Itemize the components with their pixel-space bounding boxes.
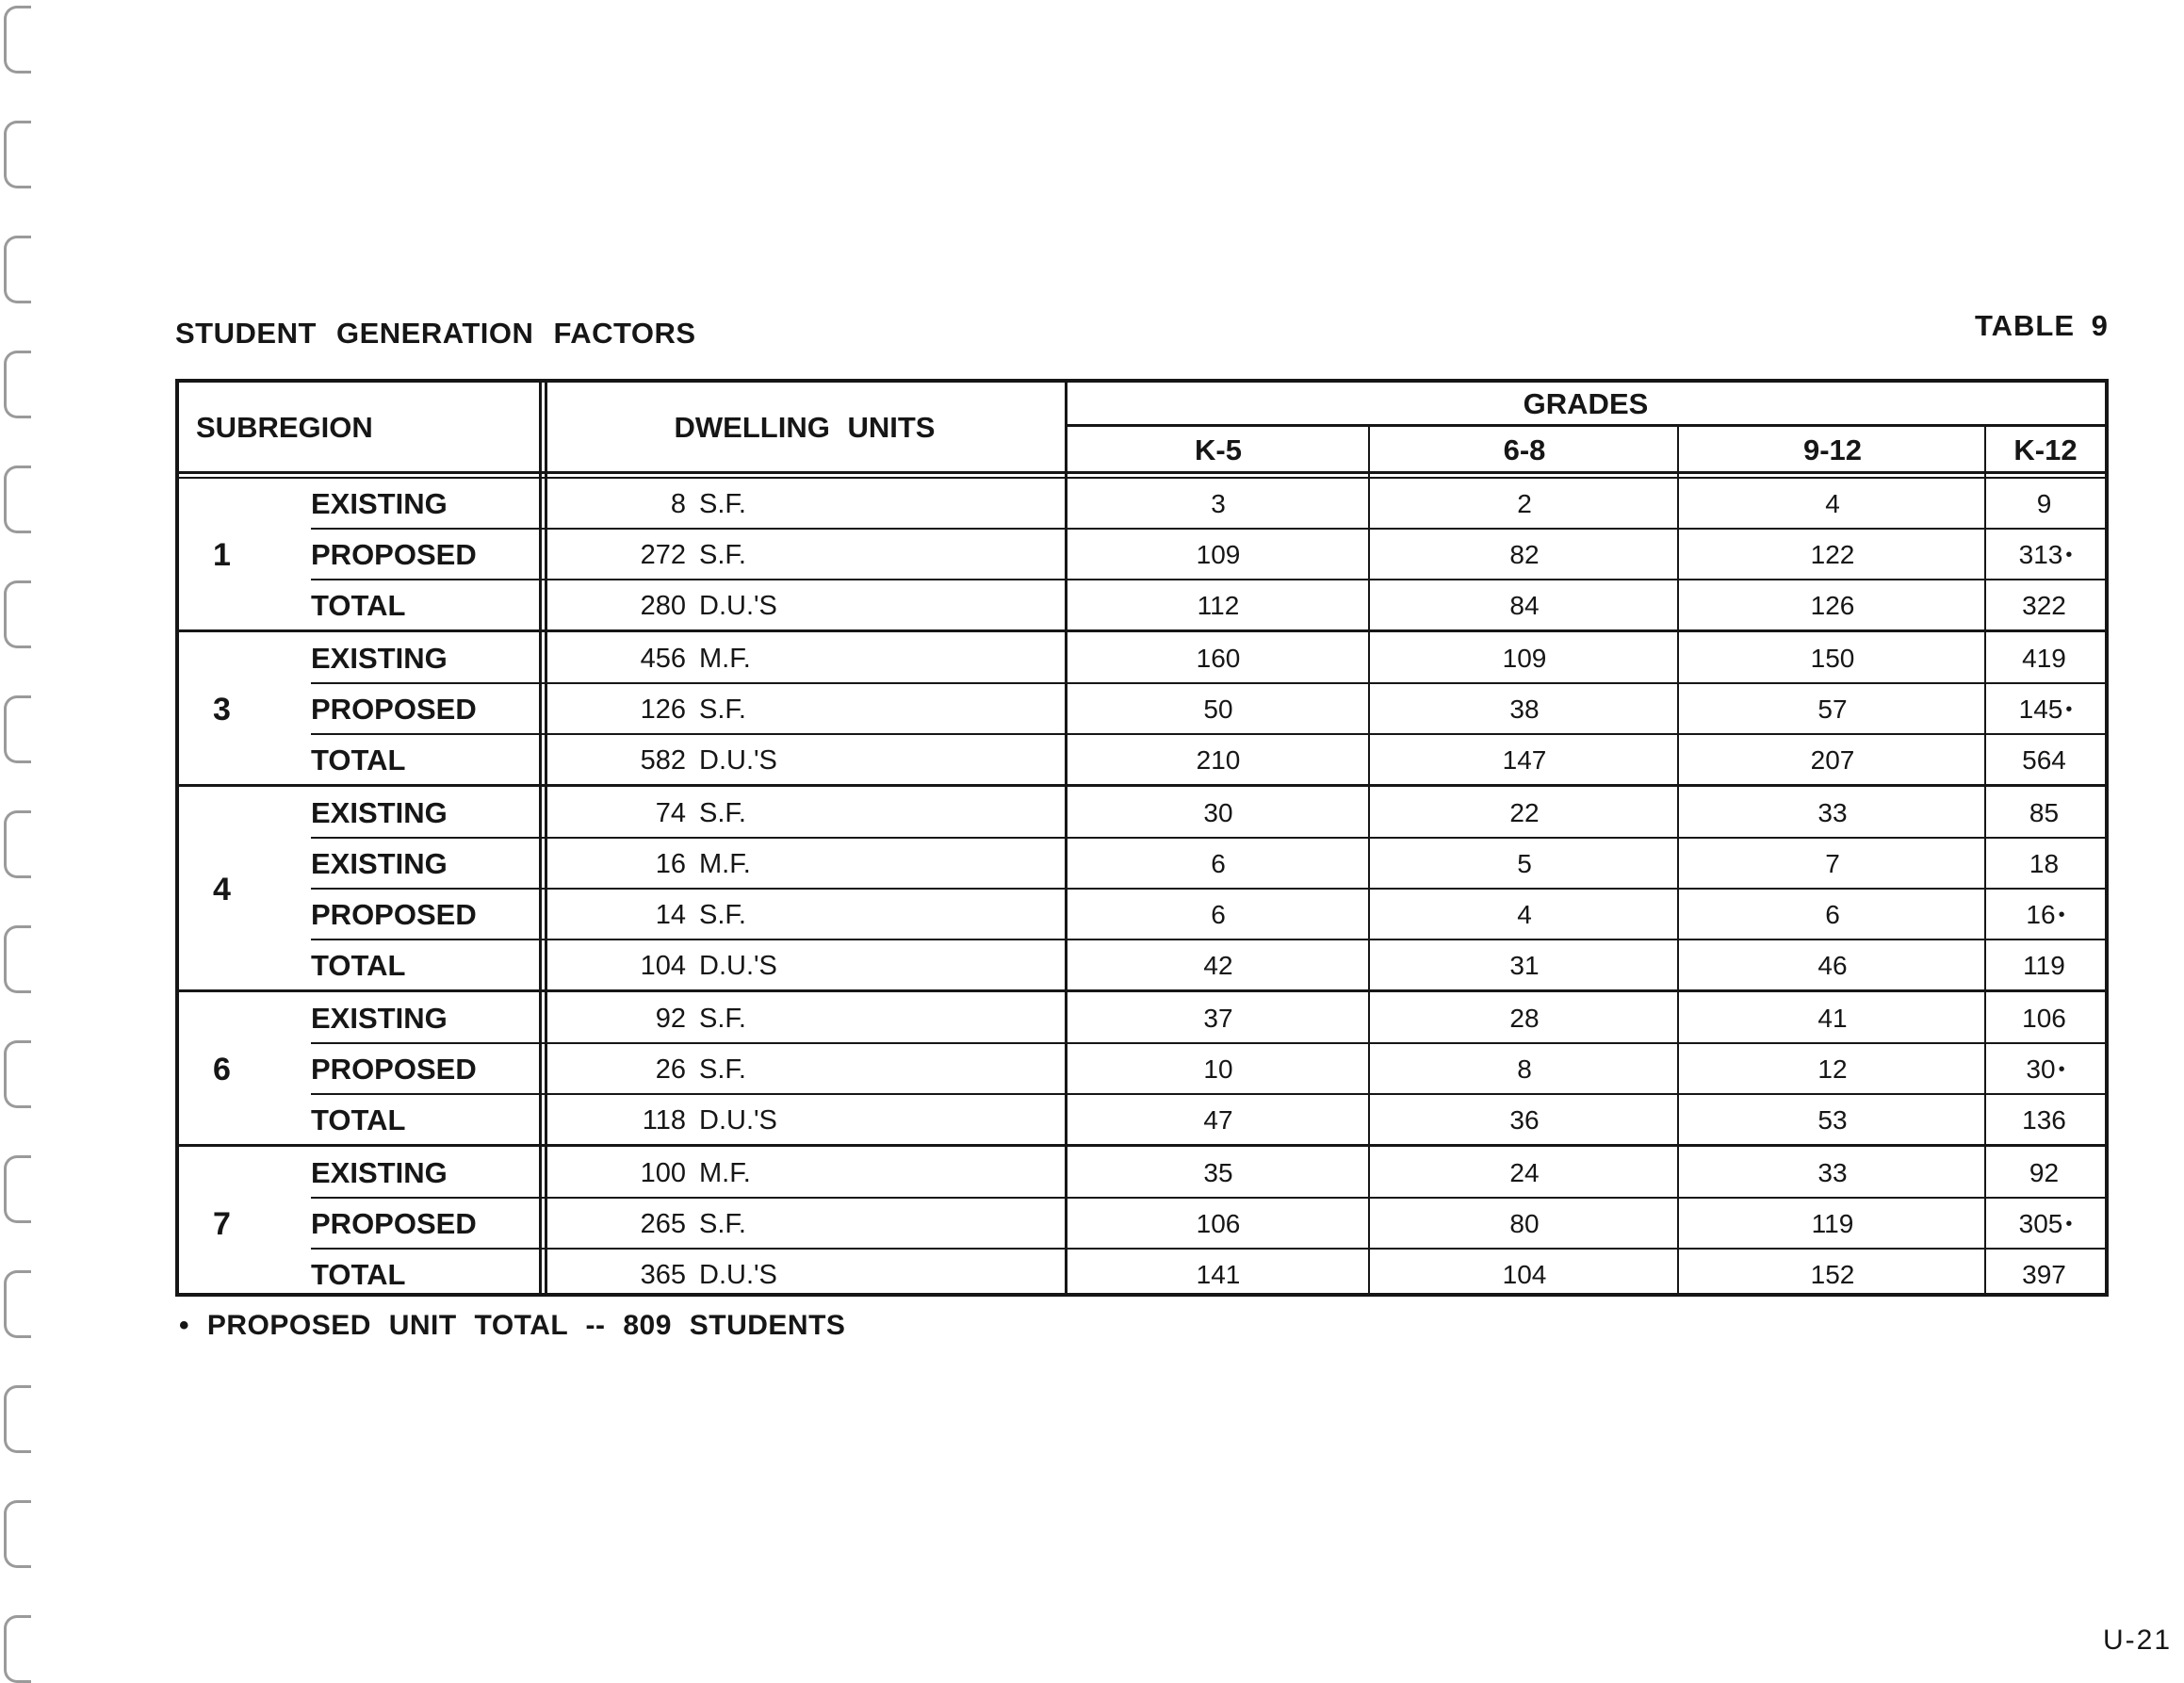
grade-g912-value: 119 xyxy=(1811,1209,1854,1238)
proposed-marker: • xyxy=(2058,904,2065,925)
row-status-label: TOTAL xyxy=(311,743,406,776)
grade-g912-value: 150 xyxy=(1810,644,1855,673)
grade-g912-value: 57 xyxy=(1817,694,1848,724)
dwelling-unit-type: D.U.'S xyxy=(699,1104,777,1136)
grade-k12-cell xyxy=(1986,580,2105,631)
grade-k5-value: 30 xyxy=(1203,798,1233,827)
dwelling-unit-type: S.F. xyxy=(699,694,746,725)
header-grade-k5: K-5 xyxy=(1195,433,1242,466)
grade-g68-value: 36 xyxy=(1509,1105,1540,1135)
binding-ring xyxy=(4,695,31,763)
column-divider xyxy=(1984,426,1986,1293)
grade-k5-value: 35 xyxy=(1203,1158,1233,1187)
grade-k5-value: 106 xyxy=(1196,1209,1241,1238)
subregion-number: 4 xyxy=(213,871,231,907)
binding-ring xyxy=(4,1270,31,1338)
header-grade-k12: K-12 xyxy=(2013,433,2078,466)
dwelling-unit-type: S.F. xyxy=(699,539,746,570)
header-subregion: SUBREGION xyxy=(196,411,373,444)
subregion-number: 1 xyxy=(213,536,231,573)
grade-k5-value: 160 xyxy=(1196,644,1241,673)
dwelling-unit-type: S.F. xyxy=(699,797,746,828)
grade-g68-value: 147 xyxy=(1502,745,1547,775)
dwelling-unit-type: D.U.'S xyxy=(699,744,777,776)
row-divider xyxy=(1067,424,2105,427)
grade-k12-cell xyxy=(1986,530,2105,580)
table-title: STUDENT GENERATION FACTORS xyxy=(175,317,696,350)
table-number: TABLE 9 xyxy=(1975,309,2109,342)
grade-g912-value: 126 xyxy=(1810,591,1855,620)
grade-k5-value: 10 xyxy=(1203,1054,1233,1084)
dwelling-unit-type: S.F. xyxy=(699,1208,746,1239)
proposed-marker: • xyxy=(2065,1213,2073,1234)
dwelling-unit-count: 14 xyxy=(655,899,686,930)
binding-ring xyxy=(4,925,31,993)
grade-g68-value: 5 xyxy=(1517,849,1532,878)
grade-k12-value: 305 xyxy=(2018,1209,2063,1238)
row-status-label: TOTAL xyxy=(311,589,406,622)
row-status-label: EXISTING xyxy=(311,1156,448,1189)
dwelling-unit-type: D.U.'S xyxy=(699,1259,777,1290)
proposed-marker: • xyxy=(2058,1058,2065,1080)
grade-k5-value: 47 xyxy=(1203,1105,1233,1135)
row-divider xyxy=(179,471,2105,474)
grade-g912-value: 122 xyxy=(1810,540,1855,569)
binding-ring xyxy=(4,1615,31,1683)
dwelling-unit-type: D.U.'S xyxy=(699,590,777,621)
grade-k12-value: 145 xyxy=(2018,694,2063,724)
grade-k12-value: 564 xyxy=(2022,745,2066,775)
grade-k12-value: 30 xyxy=(2026,1054,2056,1084)
grade-g68-value: 109 xyxy=(1502,644,1547,673)
dwelling-unit-count: 265 xyxy=(640,1208,686,1239)
grade-g68-value: 24 xyxy=(1509,1158,1540,1187)
grade-k12-cell xyxy=(1986,1250,2105,1300)
grade-k12-value: 92 xyxy=(2029,1158,2060,1187)
grade-g912-value: 46 xyxy=(1817,951,1848,980)
column-divider xyxy=(1677,426,1679,1293)
dwelling-unit-count: 280 xyxy=(640,590,686,621)
row-status-label: EXISTING xyxy=(311,796,448,829)
grade-k5-value: 6 xyxy=(1211,900,1226,929)
grade-g68-value: 31 xyxy=(1509,951,1540,980)
binding-ring xyxy=(4,1385,31,1453)
grade-k5-value: 37 xyxy=(1203,1004,1233,1033)
grade-k12-cell xyxy=(1986,993,2105,1044)
column-divider xyxy=(539,383,542,1293)
grade-k12-value: 136 xyxy=(2022,1105,2066,1135)
grade-g912-value: 33 xyxy=(1817,1158,1848,1187)
row-status-label: EXISTING xyxy=(311,642,448,675)
binding-ring xyxy=(4,1040,31,1108)
grade-g68-value: 2 xyxy=(1517,489,1532,518)
grade-g68-value: 28 xyxy=(1509,1004,1540,1033)
header-grade-6-8: 6-8 xyxy=(1503,433,1546,466)
row-status-label: EXISTING xyxy=(311,487,448,520)
dwelling-unit-type: S.F. xyxy=(699,488,746,519)
dwelling-unit-type: S.F. xyxy=(699,1054,746,1085)
dwelling-unit-type: S.F. xyxy=(699,899,746,930)
dwelling-unit-count: 8 xyxy=(670,488,686,519)
grade-g912-value: 53 xyxy=(1817,1105,1848,1135)
binding-ring xyxy=(4,580,31,648)
column-divider xyxy=(545,383,547,1293)
grade-k5-value: 42 xyxy=(1203,951,1233,980)
row-divider xyxy=(179,784,2105,787)
row-status-label: EXISTING xyxy=(311,1002,448,1035)
row-status-label: PROPOSED xyxy=(311,693,477,726)
dwelling-unit-count: 456 xyxy=(640,643,686,674)
row-divider xyxy=(179,989,2105,992)
grade-k12-value: 18 xyxy=(2029,849,2060,878)
row-status-label: PROPOSED xyxy=(311,1053,477,1086)
grade-k12-cell xyxy=(1986,788,2105,839)
dwelling-unit-count: 272 xyxy=(640,539,686,570)
grade-k5-value: 141 xyxy=(1196,1260,1241,1289)
header-dwelling-units: DWELLING UNITS xyxy=(674,411,936,444)
binding-ring xyxy=(4,121,31,188)
grade-k12-cell xyxy=(1986,633,2105,684)
subregion-number: 6 xyxy=(213,1051,231,1087)
row-status-label: EXISTING xyxy=(311,847,448,880)
grade-g68-value: 80 xyxy=(1509,1209,1540,1238)
grade-k5-value: 3 xyxy=(1211,489,1226,518)
subregion-number: 3 xyxy=(213,691,231,727)
grade-g912-value: 4 xyxy=(1825,489,1840,518)
row-status-label: TOTAL xyxy=(311,1103,406,1136)
binding-ring xyxy=(4,810,31,878)
row-divider xyxy=(179,1144,2105,1147)
grade-k12-cell xyxy=(1986,1095,2105,1146)
grade-k12-value: 16 xyxy=(2026,900,2056,929)
grade-k12-cell xyxy=(1986,479,2105,530)
proposed-marker: • xyxy=(2065,698,2073,720)
grade-k12-cell xyxy=(1986,839,2105,890)
grade-g68-value: 4 xyxy=(1517,900,1532,929)
dwelling-unit-count: 104 xyxy=(640,950,686,981)
proposed-marker: • xyxy=(2065,544,2073,565)
grade-k12-value: 9 xyxy=(2036,489,2052,518)
grade-g912-value: 7 xyxy=(1825,849,1840,878)
grade-g68-value: 104 xyxy=(1502,1260,1547,1289)
binding-ring xyxy=(4,1500,31,1568)
grade-k5-value: 109 xyxy=(1196,540,1241,569)
student-generation-table xyxy=(175,379,2109,1297)
grade-k5-value: 112 xyxy=(1197,591,1240,620)
header-grades: GRADES xyxy=(1523,387,1649,420)
binding-ring xyxy=(4,466,31,533)
grade-g68-value: 84 xyxy=(1509,591,1540,620)
dwelling-unit-count: 16 xyxy=(655,848,686,879)
grade-g912-value: 33 xyxy=(1817,798,1848,827)
grade-g68-value: 38 xyxy=(1509,694,1540,724)
binding-ring xyxy=(4,1155,31,1223)
dwelling-unit-count: 582 xyxy=(640,744,686,776)
binding-ring xyxy=(4,236,31,303)
grade-g912-value: 6 xyxy=(1825,900,1840,929)
grade-k12-value: 419 xyxy=(2022,644,2066,673)
grade-k12-cell xyxy=(1986,1148,2105,1199)
grade-g912-value: 152 xyxy=(1810,1260,1855,1289)
grade-g68-value: 82 xyxy=(1509,540,1540,569)
dwelling-unit-count: 92 xyxy=(655,1003,686,1034)
grade-k12-cell xyxy=(1986,1044,2105,1095)
row-status-label: TOTAL xyxy=(311,949,406,982)
dwelling-unit-type: S.F. xyxy=(699,1003,746,1034)
grade-k12-cell xyxy=(1986,684,2105,735)
row-status-label: PROPOSED xyxy=(311,898,477,931)
grade-k12-cell xyxy=(1986,890,2105,940)
grade-g68-value: 22 xyxy=(1509,798,1540,827)
row-status-label: TOTAL xyxy=(311,1258,406,1291)
row-divider xyxy=(179,629,2105,632)
subregion-number: 7 xyxy=(213,1205,231,1242)
grade-g912-value: 41 xyxy=(1817,1004,1848,1033)
grade-k12-value: 397 xyxy=(2022,1260,2066,1289)
grade-k12-value: 322 xyxy=(2022,591,2066,620)
page-number: U-21 xyxy=(2103,1625,2173,1656)
row-status-label: PROPOSED xyxy=(311,538,477,571)
dwelling-unit-type: M.F. xyxy=(699,848,751,879)
header-grade-9-12: 9-12 xyxy=(1802,433,1863,466)
grade-k12-value: 313 xyxy=(2018,540,2063,569)
grade-g68-value: 8 xyxy=(1517,1054,1532,1084)
dwelling-unit-count: 26 xyxy=(655,1054,686,1085)
dwelling-unit-count: 365 xyxy=(640,1259,686,1290)
dwelling-unit-count: 74 xyxy=(655,797,686,828)
column-divider xyxy=(1065,383,1068,1293)
grade-g912-value: 12 xyxy=(1817,1054,1848,1084)
grade-k12-cell xyxy=(1986,940,2105,991)
dwelling-unit-count: 126 xyxy=(640,694,686,725)
grade-k12-cell xyxy=(1986,735,2105,786)
grade-k12-cell xyxy=(1986,1199,2105,1250)
footnote: • PROPOSED UNIT TOTAL -- 809 STUDENTS xyxy=(179,1310,846,1341)
column-divider xyxy=(1368,426,1370,1293)
dwelling-unit-type: M.F. xyxy=(699,1157,751,1188)
binding-ring xyxy=(4,351,31,418)
dwelling-unit-count: 100 xyxy=(640,1157,686,1188)
grade-k12-value: 106 xyxy=(2022,1004,2066,1033)
grade-k12-value: 85 xyxy=(2029,798,2060,827)
grade-k5-value: 6 xyxy=(1211,849,1226,878)
binding-ring xyxy=(4,6,31,74)
dwelling-unit-type: M.F. xyxy=(699,643,751,674)
grade-k5-value: 50 xyxy=(1203,694,1233,724)
grade-g912-value: 207 xyxy=(1810,745,1855,775)
row-status-label: PROPOSED xyxy=(311,1207,477,1240)
dwelling-unit-type: D.U.'S xyxy=(699,950,777,981)
grade-k5-value: 210 xyxy=(1196,745,1241,775)
dwelling-unit-count: 118 xyxy=(642,1104,686,1136)
grade-k12-value: 119 xyxy=(2023,951,2065,980)
